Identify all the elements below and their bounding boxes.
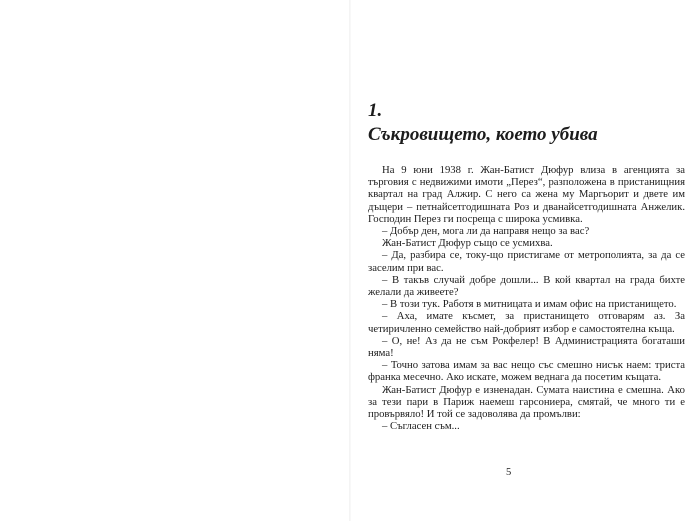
paragraph: – О, не! Аз да не съм Рокфелер! В Администрацията богаташи няма!	[368, 334, 685, 360]
chapter-number: 1.	[368, 100, 383, 121]
paragraph: – Точно затова имам за вас нещо със смешно нисък наем: триста франка месечно. Ако искате, можем веднага да посетим къщата.	[368, 359, 685, 384]
chapter-body	[368, 164, 685, 432]
paragraph: На 9 юни 1938 г. Жан-Батист Дюфур влиза в агенцията за търговия с недвижими имоти „Перез“, разположена в пристанищния квартал на град Алжир. С него са жена му Маргьорит и двете им дъщери – петнайсетгодишната Роз и дванайсетгодишната Анжелик. Господин Перез ги посреща с широка усмивка.	[368, 164, 685, 225]
paragraph: – В този тук. Работя в митницата и имам офис на пристанището.	[382, 298, 677, 311]
paragraph: – Съгласен съм...	[382, 420, 460, 433]
chapter-title: Съкровището, което убива	[368, 124, 598, 145]
paragraph: Жан-Батист Дюфур е изненадан. Сумата наистина е смешна. Ако за тези пари в Париж наемеш гарсониера, смятай, че много ти е провървяло! И той се задоволява да промълви:	[368, 383, 685, 421]
paragraph: – Добър ден, мога ли да направя нещо за вас?	[382, 225, 590, 238]
page-number: 5	[506, 467, 512, 478]
paragraph: – Аха, имате късмет, за пристанището отговарям аз. За четиричленно семейство най-добрият избор е самостоятелна къща.	[368, 310, 685, 335]
book-gutter	[349, 0, 351, 521]
right-page	[368, 100, 685, 432]
paragraph: Жан-Батист Дюфур също се усмихва.	[382, 237, 553, 250]
paragraph: – В такъв случай добре дошли... В кой квартал на града бихте желали да живеете?	[368, 273, 685, 299]
paragraph: – Да, разбира се, току-що пристигаме от метрополията, за да се заселим при вас.	[368, 249, 685, 274]
